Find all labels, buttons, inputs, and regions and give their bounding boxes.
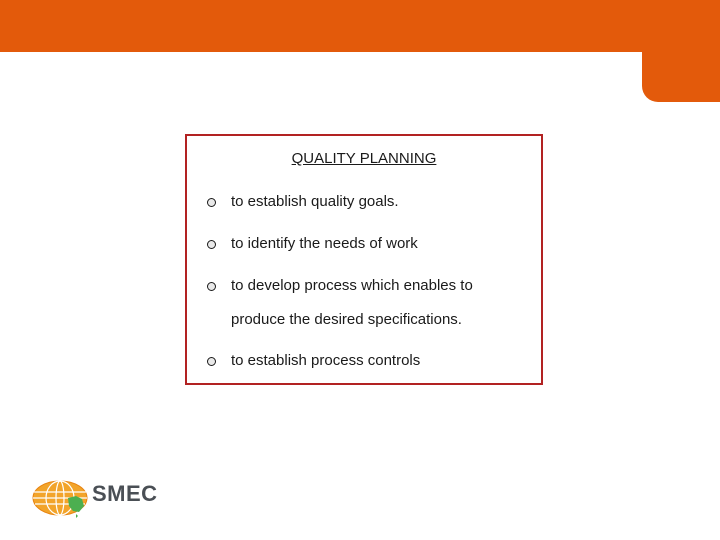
bullet-text: to establish quality goals. (231, 193, 399, 210)
header-tab (642, 40, 720, 102)
logo-text: SMEC (92, 481, 158, 506)
header-band (0, 0, 720, 52)
globe-logo-icon (32, 476, 92, 522)
bullet-item (207, 227, 527, 261)
bullet-dot-icon (207, 198, 216, 207)
content-box (185, 134, 543, 385)
smec-logo (32, 476, 162, 522)
slide-title: QUALITY PLANNING (291, 150, 437, 167)
bullet-dot-icon (207, 357, 216, 366)
bullet-dot-icon (207, 240, 216, 249)
bullet-text: to develop process which enables to produce the desired specifications. (231, 277, 473, 328)
bullet-dot-icon (207, 282, 216, 291)
bullet-item (207, 185, 527, 219)
bullet-item (207, 269, 527, 337)
bullet-text: to identify the needs of work (231, 235, 418, 252)
bullet-text: to establish process controls (231, 352, 421, 369)
bullet-item (207, 344, 527, 378)
